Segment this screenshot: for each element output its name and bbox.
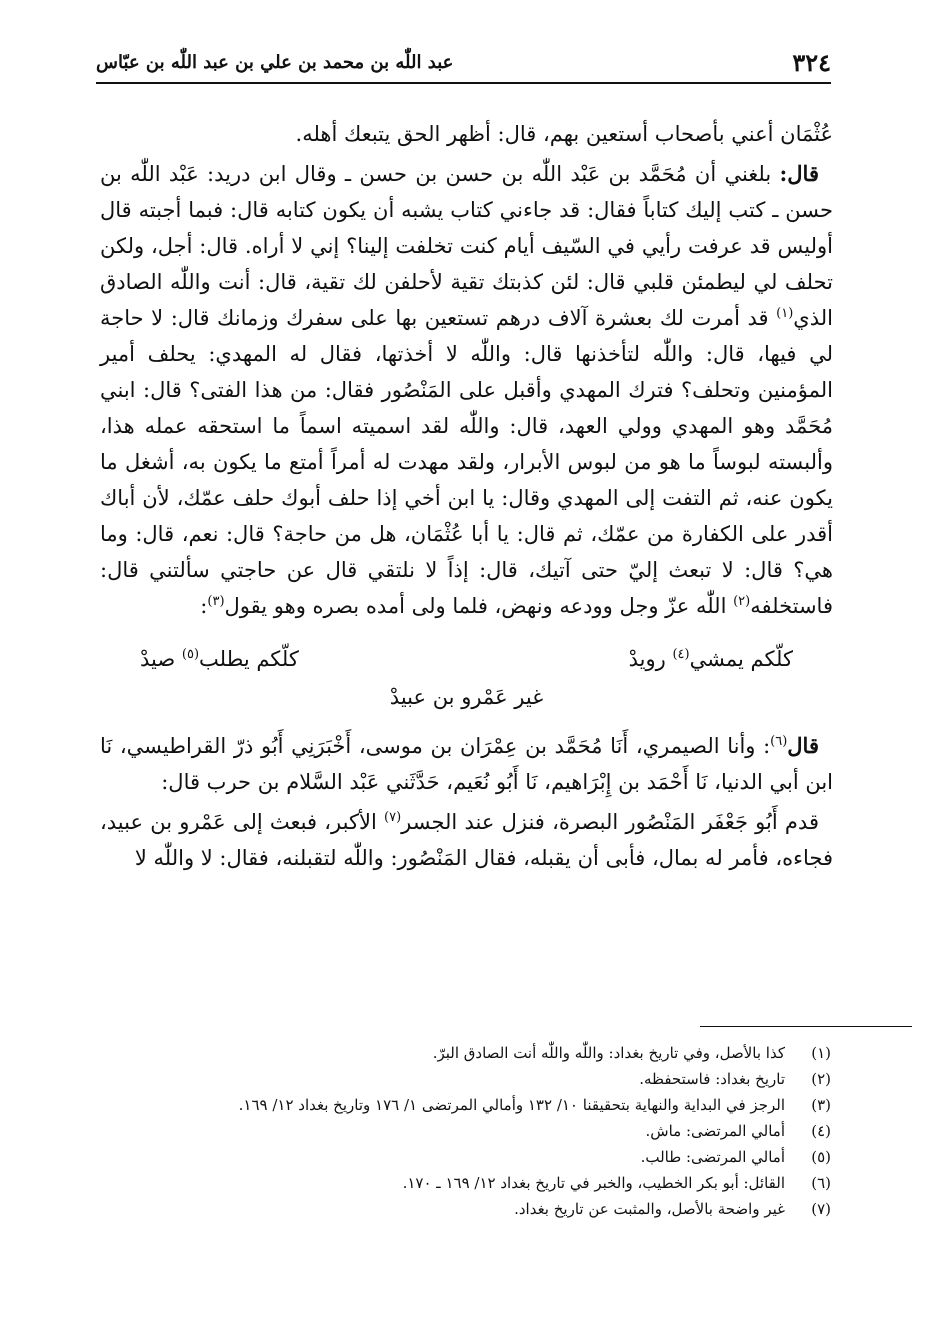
footnote-7	[120, 1196, 831, 1222]
footnote-text: كذا بالأصل، وفي تاريخ بغداد: واللّٰه واللّٰه أنت الصادق البرّ.	[432, 1044, 785, 1062]
footnote-number: (٢)	[811, 1070, 831, 1088]
poem	[100, 640, 833, 716]
paragraph-3	[100, 728, 833, 800]
footnote-number: (٦)	[811, 1174, 831, 1192]
footnote-separator	[700, 1026, 912, 1027]
running-title: عبد اللّٰه بن محمد بن علي بن عبد اللّٰه بن عبّاس	[96, 52, 454, 73]
footnote-ref-5[interactable]: (٥)	[181, 647, 200, 662]
paragraph-1: عُثْمَان أعني بأصحاب أستعين بهم، قال: أظهر الحق يتبعك أهله.	[295, 122, 833, 146]
poem-hemistich-1	[629, 640, 793, 678]
paragraph-2-part-b: قد أمرت لك بعشرة آلاف درهم تستعين بها على سفرك وزمانك قال: لا حاجة لي فيها، قال: واللّٰه لتأخذنها قال: واللّٰه لا أخذتها، فقال له المهدي: يحلف أمير المؤمنين وتحلف؟ فترك المهدي وأقبل على المَنْصُور فقال: من هذا الفتى؟ قال: ابني مُحَمَّد وهو المهدي وولي العهد، قال: واللّٰه لقد اسميته اسماً ما استحقه عمله هذا، وألبسته لبوساً ما هو من لبوس الأبرار، ولقد مهدت له أمراً أمتع ما يكون به، أشغل ما يكون عنه، ثم التفت إلى المهدي وقال: يا ابن أخي إذا حلف أبوك حلف عمّك، لأن أباك أقدر على الكفارة من عمّك، ثم قال: يا أبا عُثْمَان، هل من حاجة؟ قال: نعم، قال: وما هي؟ قال: لا تبعث إليّ حتى آتيك، قال: إذاً لا نلتقي قال عن حاجتي سألتني قال: فاستخلفه	[100, 306, 833, 618]
paragraph-4-part-b: الأكبر، فبعث إلى عَمْرو بن عبيد، فجاءه، فأمر له بمال، فأبى أن يقبله، فقال المَنْصُور: واللّٰه لتقبلنه، فقال: لا واللّٰه لا	[100, 810, 833, 870]
poem-line-1	[100, 640, 833, 678]
footnote-ref-4[interactable]: (٤)	[672, 647, 690, 662]
footnote-ref-6[interactable]: (٦)	[770, 734, 788, 749]
poem-hemistich-2	[140, 640, 299, 678]
footnote-ref-2[interactable]: (٢)	[733, 594, 751, 609]
footnote-ref-1[interactable]: (١)	[776, 306, 794, 321]
footnote-number: (٣)	[811, 1096, 831, 1114]
footnote-text: غير واضحة بالأصل، والمثبت عن تاريخ بغداد.	[514, 1200, 785, 1218]
paragraph-3-text: : وأنا الصيمري، أَنَا مُحَمَّد بن عِمْرَان بن موسى، أَخْبَرَنِي أَبُو ذرّ القراطيسي، نَا ابن أبي الدنيا، نَا أَحْمَد بن إِبْرَاهيم، نَا أَبُو نُعَيم، حَدَّثَني عَبْد السَّلام بن حرب قال:	[100, 734, 833, 794]
main-text	[100, 116, 833, 880]
page-header	[96, 42, 831, 84]
poem-hemistich-2-end: صيدْ	[140, 647, 182, 671]
footnote-number: (٧)	[811, 1200, 831, 1218]
footnote-number: (٤)	[811, 1122, 831, 1140]
paragraph-2-part-c: اللّٰه عزّ وجل وودعه ونهض، فلما ولى أمده بصره وهو يقول	[224, 594, 734, 618]
paragraph-4-part-a: قدم أَبُو جَعْفَر المَنْصُور البصرة، فنزل عند الجسر	[401, 810, 819, 834]
footnote-text: القائل: أبو بكر الخطيب، والخبر في تاريخ بغداد ١٢/ ١٦٩ ـ ١٧٠.	[402, 1174, 785, 1192]
footnote-5	[120, 1144, 831, 1170]
footnote-4	[120, 1118, 831, 1144]
footnote-number: (١)	[811, 1044, 831, 1062]
qal-label-2: قال	[787, 733, 819, 758]
paragraph-2-part-d: :	[200, 594, 208, 618]
footnote-3	[120, 1092, 831, 1118]
footnote-number: (٥)	[811, 1148, 831, 1166]
paragraph-2-part-a: بلغني أن مُحَمَّد بن عَبْد اللّٰه بن حسن بن حسن ـ وقال ابن دريد: عَبْد اللّٰه بن حسن ـ كتب إليك كتاباً فقال: قد جاءني كتاب يشبه أن يكون كتابه قال: فبما أجبته قال أوليس قد عرفت رأيي في السّيف أيام كنت تخلفت إلينا؟ إني لا أراه. قال: أجل، ولكن تحلف لي ليطمئن قلبي قال: لئن كذبتك تقية لأحلفن لك تقية، قال: أنت واللّٰه الصادق الذي	[100, 162, 833, 330]
page-number: ٣٢٤	[792, 48, 831, 77]
qal-label: قال:	[779, 161, 819, 186]
paragraph-2	[100, 156, 833, 624]
poem-line-2: غير عَمْرو بن عبيدْ	[389, 685, 544, 709]
footnote-1	[120, 1040, 831, 1066]
footnote-text: تاريخ بغداد: فاستحفظه.	[639, 1070, 785, 1088]
footnote-6	[120, 1170, 831, 1196]
footnote-ref-3[interactable]: (٣)	[207, 594, 225, 609]
poem-hemistich-1-end: رويدْ	[628, 647, 673, 671]
poem-hemistich-2-text: كلّكم يطلب	[199, 647, 299, 671]
footnote-text: الرجز في البداية والنهاية بتحقيقنا ١٠/ ١٣٢ وأمالي المرتضى ١/ ١٧٦ وتاريخ بغداد ١٢/ ١٦٩.	[238, 1096, 785, 1114]
poem-hemistich-1-text: كلّكم يمشي	[689, 647, 793, 671]
footnote-ref-7[interactable]: (٧)	[384, 810, 402, 825]
paragraph-4	[100, 804, 833, 876]
footnote-2	[120, 1066, 831, 1092]
footnote-text: أمالي المرتضى: ماش.	[645, 1122, 785, 1140]
footnote-text: أمالي المرتضى: طالب.	[640, 1148, 785, 1166]
footnotes	[120, 1040, 831, 1222]
